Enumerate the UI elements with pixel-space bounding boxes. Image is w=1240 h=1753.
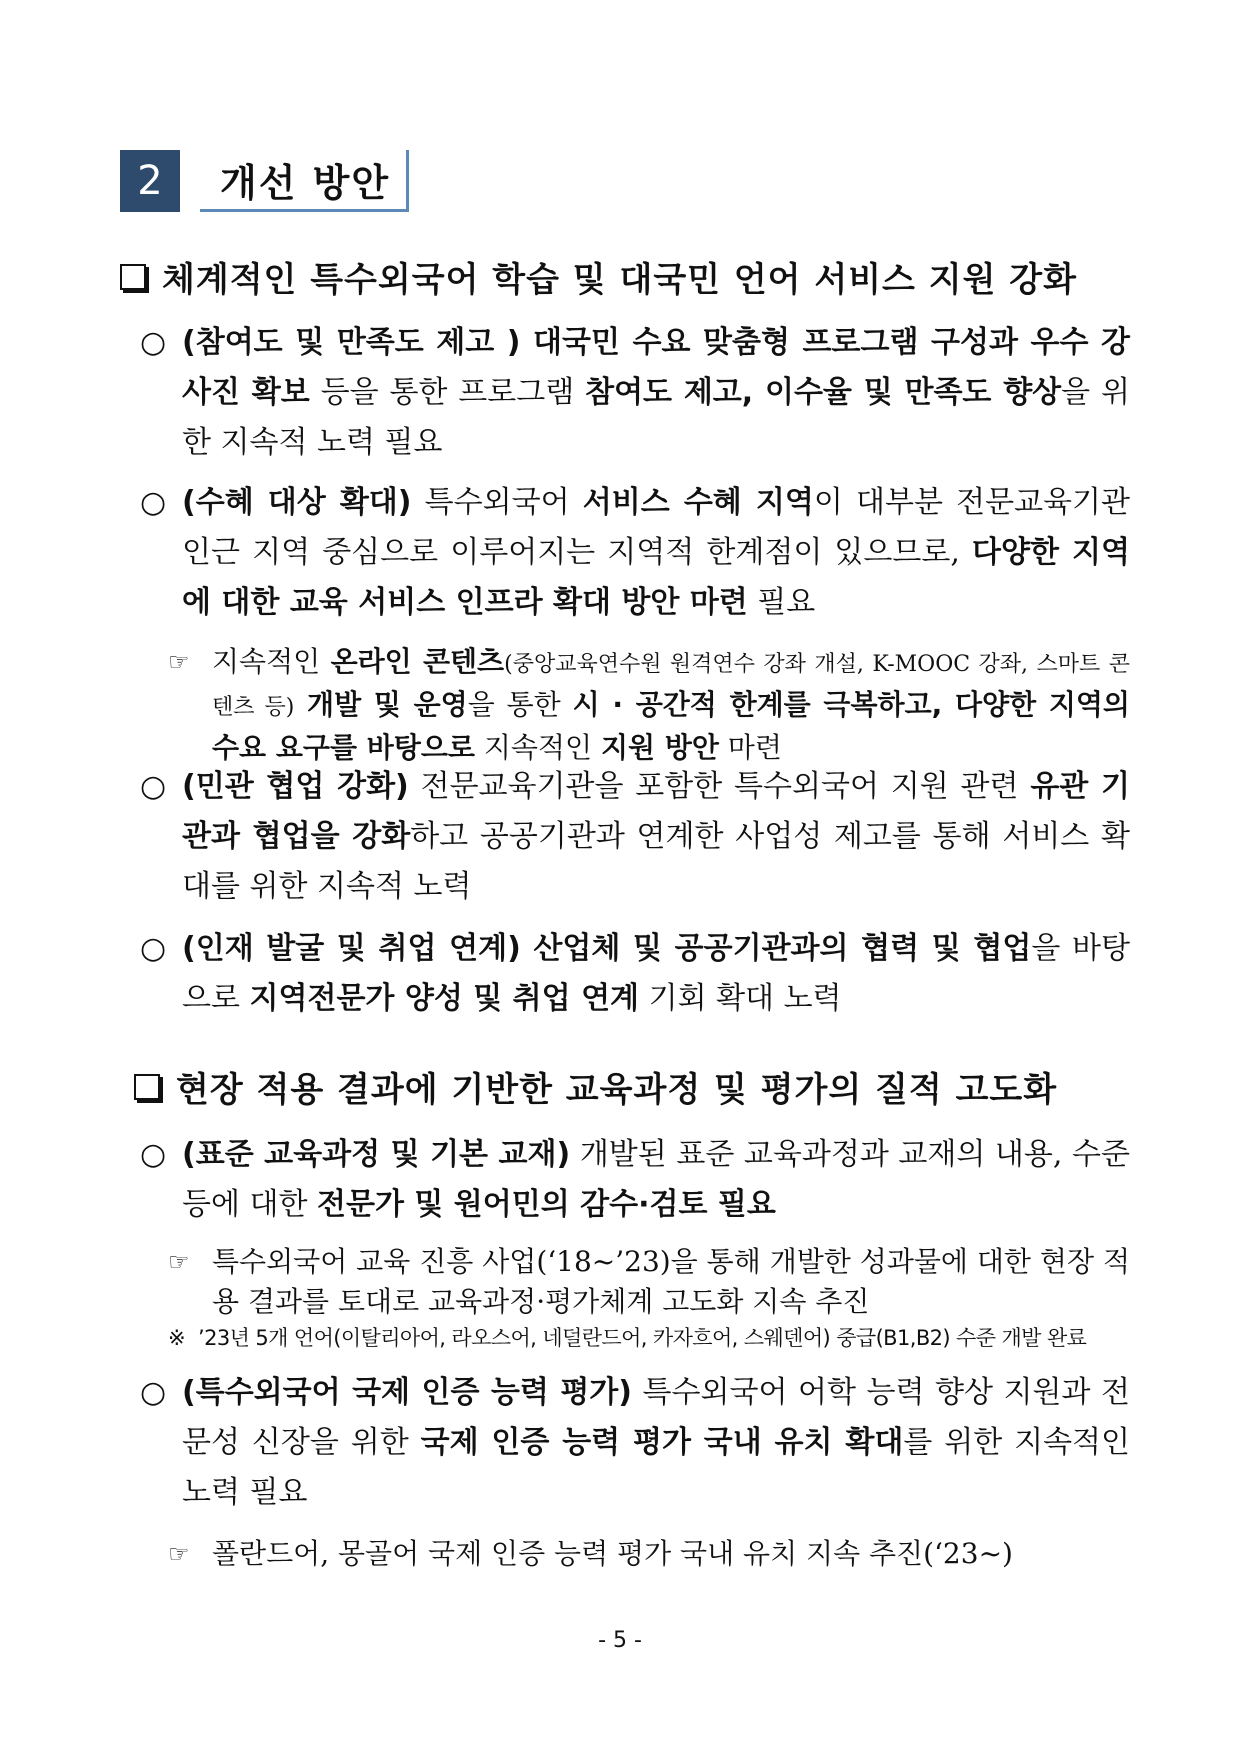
item-label: (인재 발굴 및 취업 연계) <box>182 931 521 966</box>
item-text: 를 위한 지속적인 노력 필요 <box>182 1425 1131 1510</box>
item-text: 등을 통한 프로그램 <box>309 375 586 410</box>
reference-note <box>168 1322 1168 1354</box>
circle-bullet-icon: ○ <box>140 1375 167 1410</box>
item-talent <box>140 924 1130 1024</box>
item-text-bold: 서비스 수혜 지역 <box>582 485 814 520</box>
item-text: 특수외국어 <box>411 485 583 520</box>
item-label: (수혜 대상 확대) <box>182 485 412 520</box>
page-number: - 5 - <box>598 1628 642 1653</box>
item-text-bold: 산업체 및 공공기관과의 협력 및 협업 <box>520 931 1032 966</box>
item-text: 을 바탕으로 <box>182 931 1130 1016</box>
item-text: 기회 확대 노력 <box>639 981 842 1016</box>
note-text: 마련 <box>718 731 782 764</box>
section-title-box <box>200 150 409 212</box>
item-text-bold: 국제 인증 능력 평가 국내 유치 확대 <box>420 1425 904 1460</box>
note-field-results <box>168 1242 1130 1322</box>
section-number: 2 <box>120 150 180 212</box>
heading-1-text: 체계적인 특수외국어 학습 및 대국민 언어 서비스 지원 강화 <box>162 260 1077 300</box>
note-text-bold: 온라인 콘텐츠 <box>330 645 505 678</box>
pointing-hand-icon: ☞ <box>168 648 190 676</box>
item-label: (참여도 및 만족도 제고 ) <box>182 325 521 360</box>
square-bullet-icon <box>120 264 146 290</box>
circle-bullet-icon: ○ <box>140 485 167 520</box>
item-text: 필요 <box>747 585 816 620</box>
item-text-bold: 유관 기관과 협업을 강화 <box>182 769 1130 854</box>
note-text: 을 통한 <box>467 688 573 721</box>
item-beneficiary <box>140 478 1130 628</box>
circle-bullet-icon: ○ <box>140 769 167 804</box>
item-label: (민관 협업 강화) <box>182 769 409 804</box>
pointing-hand-icon: ☞ <box>168 1248 190 1276</box>
note-text: 지속적인 <box>474 731 601 764</box>
section-title: 개선 방안 <box>220 161 391 205</box>
heading-2 <box>134 1062 1057 1111</box>
note-text-bold: 시 · 공간적 한계를 극복하고, 다양한 지역의 수요 요구를 바탕으로 <box>212 688 1130 764</box>
heading-1 <box>120 252 1077 301</box>
item-text-bold: 참여도 제고, 이수율 및 만족도 향상 <box>585 375 1062 410</box>
reference-mark: ※ <box>168 1326 185 1350</box>
note-text-small: (중앙교육연수원 원격연수 강좌 개설, K-MOOC 강좌, 스마트 콘텐츠 등) <box>212 652 1131 720</box>
item-public-private <box>140 762 1130 912</box>
note-certification <box>168 1534 1130 1574</box>
circle-bullet-icon: ○ <box>140 1137 167 1172</box>
item-text-bold: 지역전문가 양성 및 취업 연계 <box>249 981 640 1016</box>
item-text: 개발된 표준 교육과정과 교재의 내용, 수준 등에 대한 <box>182 1137 1130 1222</box>
note-text: 특수외국어 교육 진흥 사업(‘18~’23)을 통해 개발한 성과물에 대한 현장 적용 결과를 토대로 교육과정·평가체계 고도화 지속 추진 <box>212 1245 1130 1318</box>
item-text-bold: 다양한 지역에 대한 교육 서비스 인프라 확대 방안 마련 <box>182 535 1130 620</box>
note-text-bold: 개발 및 운영 <box>294 688 468 721</box>
item-text: 전문교육기관을 포함한 특수외국어 지원 관련 <box>408 769 1031 804</box>
item-text: 특수외국어 어학 능력 향상 지원과 전문성 신장을 위한 <box>182 1375 1130 1460</box>
reference-text: ’23년 5개 언어(이탈리아어, 라오스어, 네덜란드어, 카자흐어, 스웨덴어) 중급(B1,B2) 수준 개발 완료 <box>198 1326 1087 1350</box>
item-certification <box>140 1368 1130 1518</box>
heading-2-text: 현장 적용 결과에 기반한 교육과정 및 평가의 질적 고도화 <box>176 1070 1058 1110</box>
square-bullet-icon <box>134 1074 160 1100</box>
note-text-bold: 지원 방안 <box>600 731 719 764</box>
item-text: 을 위한 지속적 노력 필요 <box>182 375 1131 460</box>
item-label: (특수외국어 국제 인증 능력 평가) <box>182 1375 632 1410</box>
item-text-bold: 전문가 및 원어민의 감수·검토 필요 <box>317 1187 776 1222</box>
item-text: 이 대부분 전문교육기관 인근 지역 중심으로 이루어지는 지역적 한계점이 있으므로, <box>182 485 1130 570</box>
item-participation <box>140 318 1130 468</box>
note-text: 폴란드어, 몽골어 국제 인증 능력 평가 국내 유치 지속 추진(‘23~) <box>212 1537 1013 1570</box>
pointing-hand-icon: ☞ <box>168 1540 190 1568</box>
circle-bullet-icon: ○ <box>140 325 167 360</box>
section-header <box>120 150 409 214</box>
item-curriculum <box>140 1130 1130 1230</box>
circle-bullet-icon: ○ <box>140 931 167 966</box>
note-online-content <box>168 642 1130 768</box>
item-text-bold: 대국민 수요 맞춤형 프로그램 구성과 우수 강사진 확보 <box>182 325 1130 410</box>
item-text: 하고 공공기관과 연계한 사업성 제고를 통해 서비스 확대를 위한 지속적 노력 <box>182 819 1131 904</box>
item-label: (표준 교육과정 및 기본 교재) <box>182 1137 571 1172</box>
note-text: 지속적인 <box>212 645 331 678</box>
